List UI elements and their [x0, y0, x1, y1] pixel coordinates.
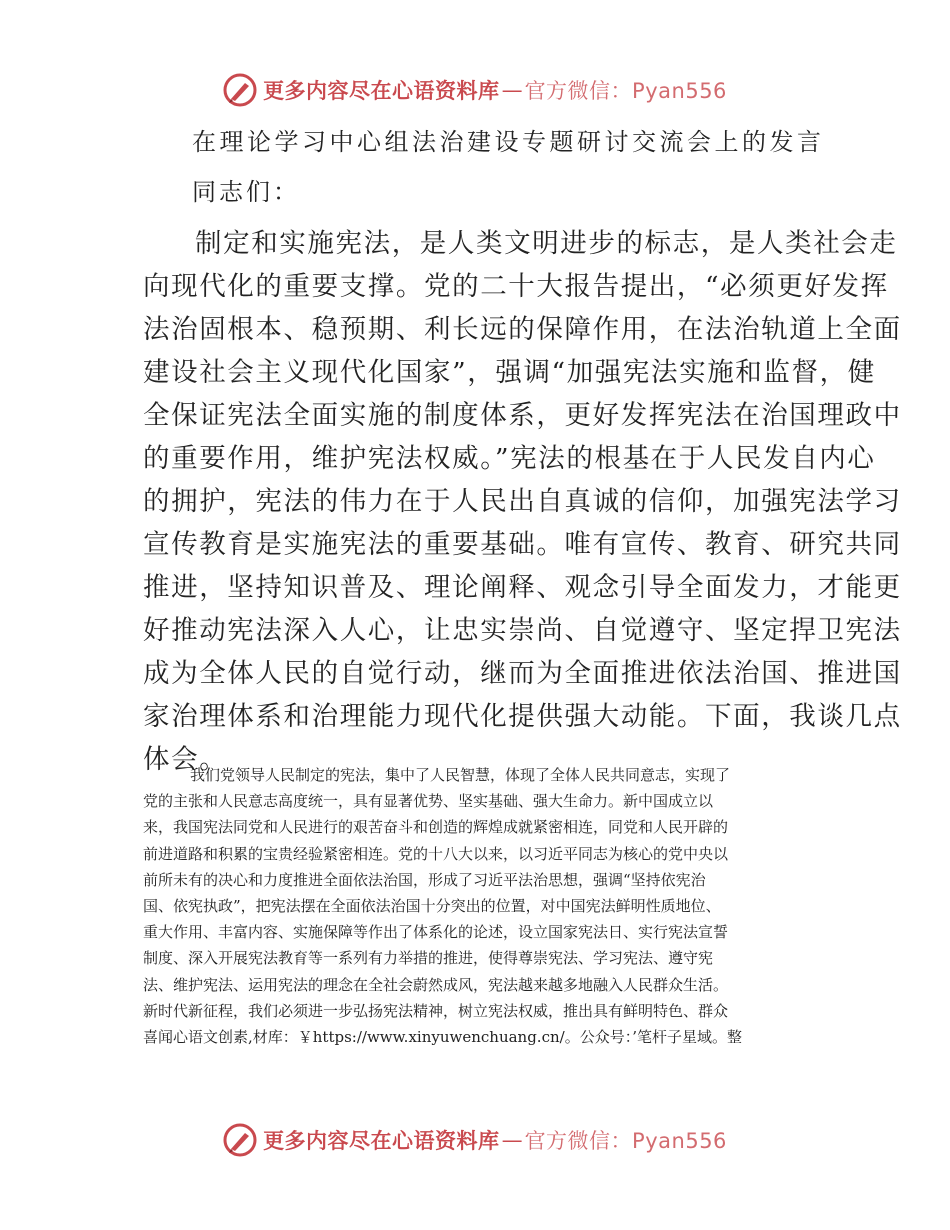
paragraph-2-line: 国、依宪执政”，把宪法摆在全面依法治国十分突出的位置，对中国宪法鲜明性质地位、 — [143, 896, 721, 915]
greeting: 同志们： — [192, 178, 300, 206]
banner-contact: 官方微信：Pyan556 — [524, 79, 727, 103]
paragraph-1-line: 家治理体系和治理能力现代化提供强大动能。下面，我谈几点 — [143, 701, 902, 732]
paragraph-2-line: 党的主张和人民意志高度统一，具有显著优势、坚实基础、强大生命力。新中国成立以 — [143, 792, 714, 811]
paragraph-1-line: 成为全体人民的自觉行动，继而为全面推进依法治国、推进国 — [143, 658, 902, 689]
paragraph-2-line: 新时代新征程，我们必须进一步弘扬宪法精神，树立宪法权威，推出具有鲜明特色、群众 — [143, 1001, 729, 1020]
paragraph-1-line: 推进，坚持知识普及、理论阐释、观念引导全面发力，才能更 — [143, 572, 902, 603]
paragraph-1-line: 建设社会主义现代化国家”，强调“加强宪法实施和监督，健 — [143, 357, 876, 388]
paragraph-2-line: 法、维护宪法、运用宪法的理念在全社会蔚然成风，宪法越来越多地融入人民群众生活。 — [143, 975, 729, 994]
banner-dash: — — [501, 1128, 523, 1152]
paragraph-1-line: 的拥护，宪法的伟力在于人民出自真诚的信仰，加强宪法学习 — [143, 486, 902, 517]
banner-text: 更多内容尽在心语资料库 — [263, 1129, 500, 1153]
paragraph-2-line: 来，我国宪法同党和人民进行的艰苦奋斗和创造的辉煌成就紧密相连，同党和人民开辟的 — [143, 818, 729, 837]
paragraph-1-line: 制定和实施宪法，是人类文明进步的标志，是人类社会走 — [195, 228, 898, 259]
pen-logo-icon — [223, 1123, 257, 1157]
paragraph-1-line: 体会。 — [143, 744, 228, 775]
paragraph-2-line: 制度、深入开展宪法教育等一系列有力举措的推进，使得尊崇宪法、学习宪法、遵守宪 — [143, 949, 714, 968]
paragraph-2-line: 喜闻心语文创素,材库：￥https://www.xinyuwenchuang.cn/。公众号：’笔杆子星域。整 — [143, 1027, 742, 1046]
paragraph-1-line: 全保证宪法全面实施的制度体系，更好发挥宪法在治国理政中 — [143, 400, 902, 431]
paragraph-2-line: 前进道路和积累的宝贵经验紧密相连。党的十八大以来，以习近平同志为核心的党中央以 — [143, 844, 729, 863]
header-watermark-banner — [0, 70, 950, 110]
paragraph-2-line: 前所未有的决心和力度推进全面依法治国，形成了习近平法治思想，强调“坚持依宪治 — [143, 870, 706, 889]
pen-logo-icon — [223, 73, 257, 107]
paragraph-1-line: 法治固根本、稳预期、利长远的保障作用，在法治轨道上全面 — [143, 314, 902, 345]
paragraph-1-line: 向现代化的重要支撑。党的二十大报告提出，“必须更好发挥 — [143, 271, 889, 302]
paragraph-2 — [143, 762, 811, 1050]
banner-text: 更多内容尽在心语资料库 — [263, 79, 500, 103]
paragraph-1-line: 好推动宪法深入人心，让忠实崇尚、自觉遵守、坚定捍卫宪法 — [143, 615, 902, 646]
paragraph-1 — [143, 222, 902, 781]
banner-dash: — — [501, 78, 523, 102]
paragraph-1-line: 的重要作用，维护宪法权威。”宪法的根基在于人民发自内心 — [143, 443, 876, 474]
banner-contact: 官方微信：Pyan556 — [524, 1129, 727, 1153]
document-title: 在理论学习中心组法治建设专题研讨交流会上的发言 — [192, 128, 825, 156]
paragraph-2-line: 我们党领导人民制定的宪法，集中了人民智慧，体现了全体人民共同意志，实现了 — [190, 766, 731, 784]
footer-watermark-banner — [0, 1120, 950, 1160]
paragraph-1-line: 宣传教育是实施宪法的重要基础。唯有宣传、教育、研究共同 — [143, 529, 902, 560]
paragraph-2-line: 重大作用、丰富内容、实施保障等作出了体系化的论述，设立国家宪法日、实行宪法宣誓 — [143, 923, 729, 942]
